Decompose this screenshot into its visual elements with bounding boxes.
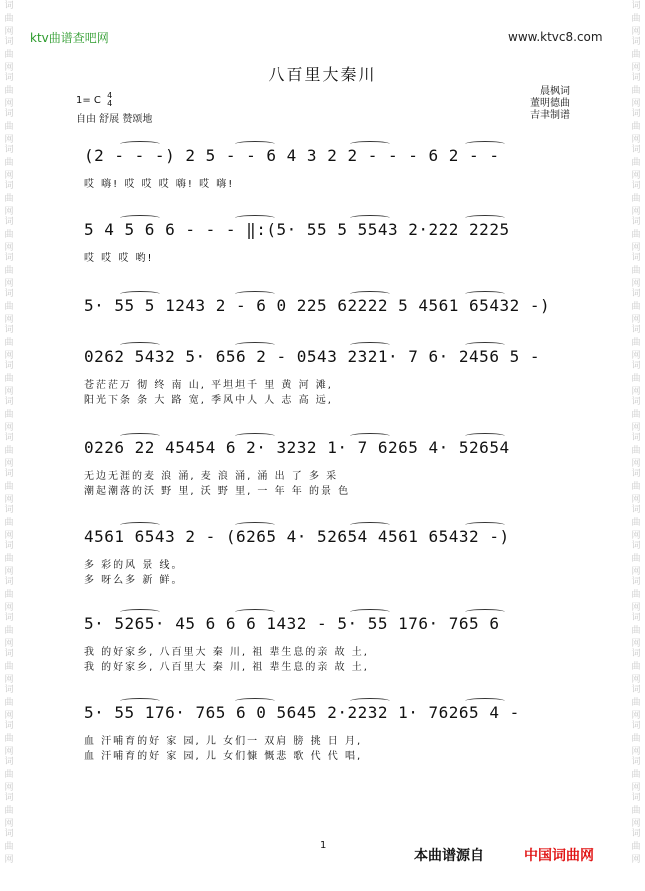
lyrics-line-1: 血 汗哺育的好 家 园, 儿 女们一 双肩 膀 挑 日 月, — [84, 736, 363, 747]
lyricist: 晨枫词 — [540, 86, 570, 97]
slur-mark — [235, 141, 275, 147]
slur-mark — [120, 698, 160, 704]
slur-mark — [350, 698, 390, 704]
tempo-marking: 自由 舒展 赞颂地 — [76, 114, 153, 125]
slur-mark — [350, 433, 390, 439]
slur-mark — [120, 342, 160, 348]
slur-mark — [350, 522, 390, 528]
watermark-text: 词曲网 — [631, 145, 641, 181]
slur-mark — [120, 433, 160, 439]
slur-mark — [120, 522, 160, 528]
watermark-text: 词曲网 — [4, 325, 14, 361]
watermark-text: 词曲网 — [631, 541, 641, 577]
key-signature — [76, 92, 112, 108]
lyrics-line-1: 我 的好家乡, 八百里大 秦 川, 祖 辈生息的亲 故 土, — [84, 647, 369, 658]
watermark-text: 词曲网 — [631, 1, 641, 37]
score-row-notes: 0262 5432 5· 656 2 - 0543 2321· 7 6· 2456 5 - — [84, 347, 540, 366]
watermark-text: 词曲网 — [631, 433, 641, 469]
watermark-text: 词曲网 — [631, 325, 641, 361]
slur-mark — [350, 342, 390, 348]
arranger: 吉聿制谱 — [530, 110, 570, 121]
score-row-notes: 5· 5265· 45 6 6 6 1432 - 5· 55 176· 765 6 — [84, 614, 500, 633]
lyrics-line-2: 多 呀么多 新 鲜。 — [84, 575, 184, 586]
slur-mark — [235, 522, 275, 528]
watermark-text: 词曲网 — [4, 649, 14, 685]
watermark-text: 词曲网 — [631, 289, 641, 325]
lyrics-line-2: 阳光下条 条 大 路 宽, 季风中人 人 志 高 远, — [84, 395, 333, 406]
watermark-text: 词曲网 — [4, 145, 14, 181]
source-label: 本曲谱源自 — [414, 848, 484, 864]
watermark-text: 词曲网 — [4, 469, 14, 505]
watermark-text: 词曲网 — [4, 181, 14, 217]
song-title: 八百里大秦川 — [268, 65, 377, 84]
watermark-text: 词曲网 — [4, 433, 14, 469]
slur-mark — [235, 342, 275, 348]
time-bottom: 4 — [107, 99, 113, 108]
watermark-text: 词曲网 — [631, 685, 641, 721]
slur-mark — [465, 215, 505, 221]
lyrics-line-1: 多 彩的风 景 线。 — [84, 560, 184, 571]
lyrics-line-2: 潮起潮落的沃 野 里, 沃 野 里, 一 年 年 的景 色 — [84, 486, 351, 497]
watermark-text: 词曲网 — [631, 829, 641, 865]
composer: 董明德曲 — [530, 98, 570, 109]
watermark-text: 词曲网 — [631, 361, 641, 397]
slur-mark — [235, 433, 275, 439]
slur-mark — [465, 141, 505, 147]
watermark-text: 词曲网 — [4, 685, 14, 721]
lyrics-line-2: 我 的好家乡, 八百里大 秦 川, 祖 辈生息的亲 故 土, — [84, 662, 369, 673]
watermark-text: 词曲网 — [4, 793, 14, 829]
watermark-left — [2, 0, 16, 864]
score-row-notes: 4561 6543 2 - (6265 4· 52654 4561 65432 -) — [84, 527, 510, 546]
source-site-link[interactable]: 中国词曲网 — [524, 848, 594, 864]
lyrics-line-1: 哎 嗨! 哎 哎 哎 嗨! 哎 嗨! — [84, 179, 235, 190]
lyrics-line-1: 苍茫茫万 彻 终 南 山, 平坦坦千 里 黄 河 滩, — [84, 380, 333, 391]
slur-mark — [465, 609, 505, 615]
slur-mark — [120, 215, 160, 221]
watermark-text: 词曲网 — [4, 541, 14, 577]
slur-mark — [235, 609, 275, 615]
watermark-text: 词曲网 — [631, 397, 641, 433]
watermark-text: 词曲网 — [631, 613, 641, 649]
watermark-text: 词曲网 — [4, 73, 14, 109]
watermark-text: 词曲网 — [631, 793, 641, 829]
watermark-text: 词曲网 — [4, 613, 14, 649]
watermark-text: 词曲网 — [4, 253, 14, 289]
score-row-notes: 5· 55 176· 765 6 0 5645 2·2232 1· 76265 4 - — [84, 703, 520, 722]
score-row-notes: 0226 22 45454 6 2· 3232 1· 7 6265 4· 52654 — [84, 438, 510, 457]
watermark-text: 词曲网 — [4, 577, 14, 613]
site-right-label[interactable]: www.ktvc8.com — [508, 30, 603, 44]
watermark-text: 词曲网 — [4, 109, 14, 145]
watermark-text: 词曲网 — [4, 1, 14, 37]
watermark-text: 词曲网 — [4, 397, 14, 433]
slur-mark — [465, 342, 505, 348]
slur-mark — [120, 609, 160, 615]
slur-mark — [465, 291, 505, 297]
slur-mark — [120, 291, 160, 297]
watermark-text: 词曲网 — [631, 649, 641, 685]
watermark-text: 词曲网 — [4, 37, 14, 73]
site-left-label[interactable]: ktv曲谱查吧网 — [30, 31, 109, 45]
slur-mark — [350, 141, 390, 147]
slur-mark — [465, 433, 505, 439]
lyrics-line-1: 无边无涯的麦 浪 涌, 麦 浪 涌, 涌 出 了 多 采 — [84, 471, 339, 482]
watermark-text: 词曲网 — [4, 289, 14, 325]
watermark-text: 词曲网 — [631, 253, 641, 289]
slur-mark — [120, 141, 160, 147]
watermark-text: 词曲网 — [4, 217, 14, 253]
slur-mark — [235, 698, 275, 704]
slur-mark — [350, 215, 390, 221]
score-row-notes: (2 - - -) 2 5 - - 6 4 3 2 2 - - - 6 2 - - — [84, 146, 500, 165]
watermark-text: 词曲网 — [631, 577, 641, 613]
page-number: 1 — [320, 840, 327, 851]
watermark-text: 词曲网 — [4, 361, 14, 397]
watermark-text: 词曲网 — [631, 505, 641, 541]
watermark-text: 词曲网 — [631, 73, 641, 109]
watermark-text: 词曲网 — [4, 757, 14, 793]
watermark-text: 词曲网 — [631, 181, 641, 217]
watermark-text: 词曲网 — [631, 37, 641, 73]
time-top: 4 — [107, 91, 113, 100]
watermark-right — [629, 0, 643, 864]
watermark-text: 词曲网 — [631, 469, 641, 505]
slur-mark — [465, 522, 505, 528]
watermark-text: 词曲网 — [4, 505, 14, 541]
slur-mark — [350, 609, 390, 615]
score-row-notes: 5 4 5 6 6 - - - ‖:(5· 55 5 5543 2·222 2225 — [84, 220, 510, 239]
credits — [478, 86, 570, 122]
watermark-text: 词曲网 — [4, 721, 14, 757]
watermark-text: 词曲网 — [631, 217, 641, 253]
watermark-text: 词曲网 — [631, 757, 641, 793]
slur-mark — [465, 698, 505, 704]
slur-mark — [350, 291, 390, 297]
watermark-text: 词曲网 — [631, 109, 641, 145]
lyrics-line-2: 血 汗哺育的好 家 园, 儿 女们慷 慨悲 歌 代 代 唱, — [84, 751, 363, 762]
watermark-text: 词曲网 — [4, 829, 14, 865]
lyrics-line-1: 哎 哎 哎 哟! — [84, 253, 154, 264]
watermark-text: 词曲网 — [631, 721, 641, 757]
slur-mark — [235, 215, 275, 221]
key-text: 1= C — [76, 95, 101, 106]
slur-mark — [235, 291, 275, 297]
time-signature — [107, 92, 112, 108]
score-row-notes: 5· 55 5 1243 2 - 6 0 225 62222 5 4561 65432 -) — [84, 296, 551, 315]
